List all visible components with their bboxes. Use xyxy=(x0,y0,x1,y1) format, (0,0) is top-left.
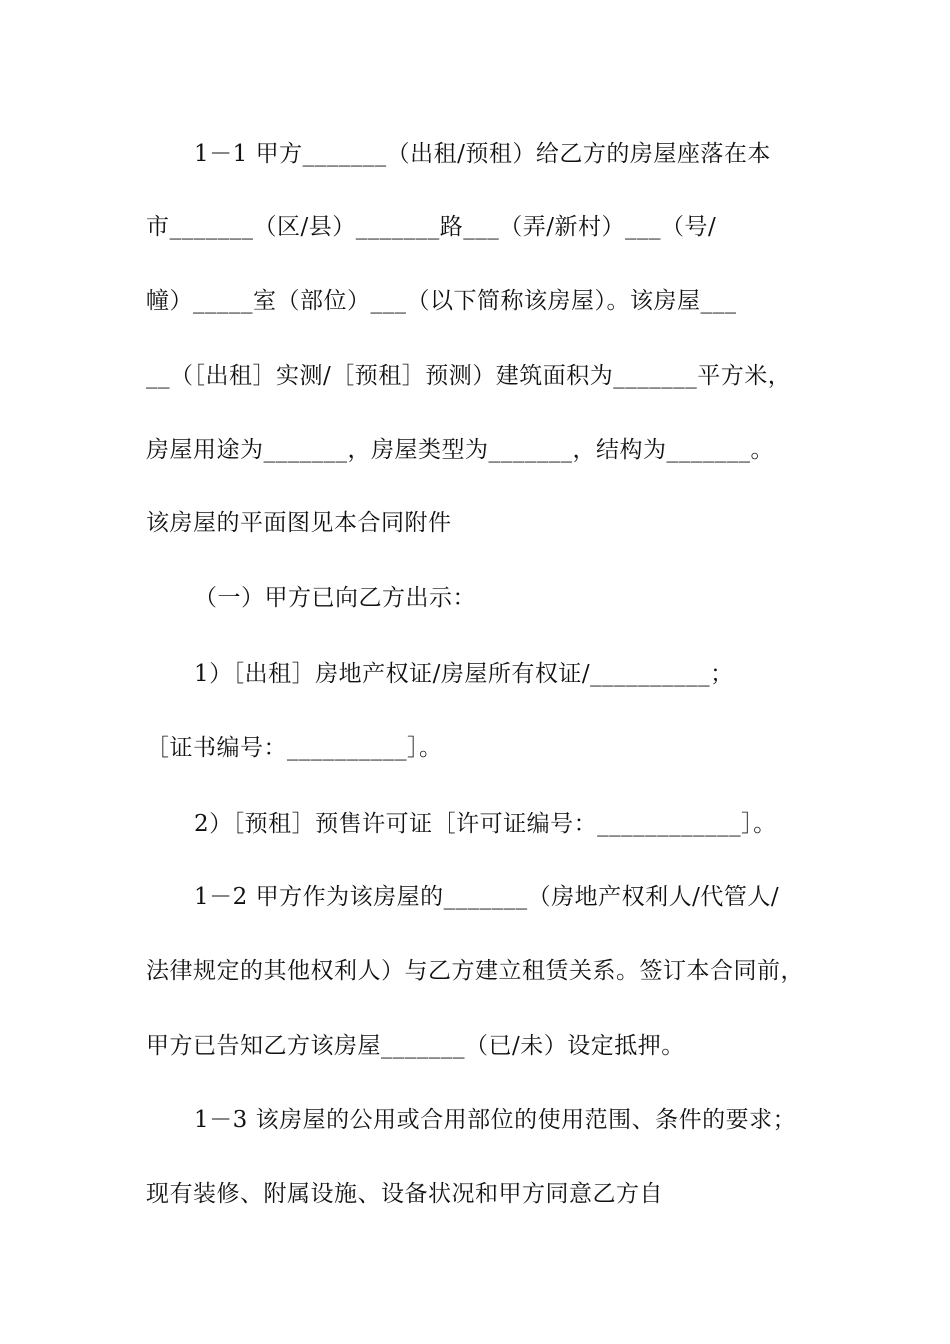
text-line-7: （一）甲方已向乙方出示： xyxy=(194,585,476,611)
text-line-3: 幢）_____室（部位）___（以下简称该房屋）。该房屋___ xyxy=(146,288,737,314)
text-line-6: 该房屋的平面图见本合同附件 xyxy=(146,510,452,536)
text-line-11: 1－2 甲方作为该房屋的_______（房地产权利人/代管人/ xyxy=(194,884,780,910)
text-line-10: 2）［预租］预售许可证［许可证编号：____________］。 xyxy=(194,811,777,837)
text-line-14: 1－3 该房屋的公用或合用部位的使用范围、条件的要求； xyxy=(194,1107,797,1133)
text-line-5: 房屋用途为_______，房屋类型为_______，结构为_______。 xyxy=(146,437,774,463)
text-line-1: 1－1 甲方_______（出租/预租）给乙方的房屋座落在本 xyxy=(194,141,771,167)
text-line-9: ［证书编号：__________］。 xyxy=(146,735,443,761)
text-line-4: __（［出租］实测/［预租］预测）建筑面积为_______平方米， xyxy=(146,363,792,389)
text-line-13: 甲方已告知乙方该房屋_______（已/未）设定抵押。 xyxy=(146,1033,685,1059)
text-line-8: 1）［出租］房地产权证/房屋所有权证/__________； xyxy=(194,661,734,687)
text-line-2: 市_______（区/县）_______路___（弄/新村）___（号/ xyxy=(146,214,717,240)
text-line-15: 现有装修、附属设施、设备状况和甲方同意乙方自 xyxy=(146,1181,663,1207)
text-line-12: 法律规定的其他权利人）与乙方建立租赁关系。签订本合同前， xyxy=(146,958,804,984)
